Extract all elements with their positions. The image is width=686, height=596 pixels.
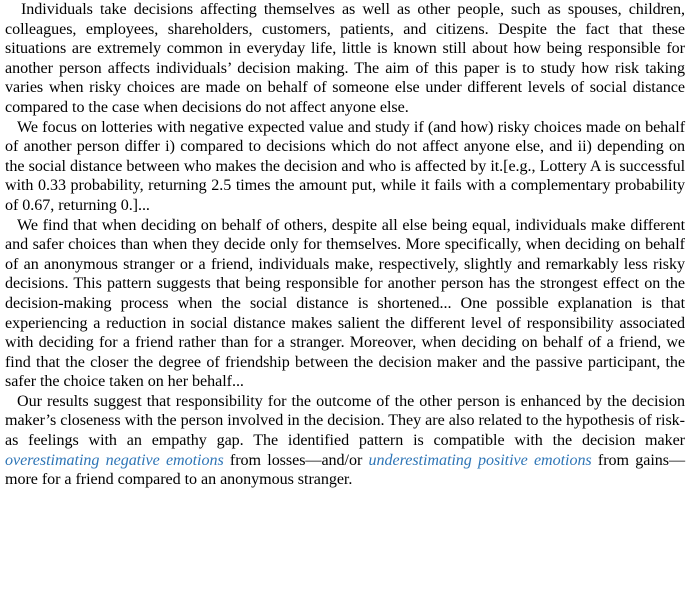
paragraph-conclusion — [5, 392, 685, 490]
conclusion-text-middle: from losses—and/or — [223, 451, 369, 469]
conclusion-text-after: from gains—more for a friend compared to an anonymous stranger. — [5, 451, 686, 489]
paragraph-method: We focus on lotteries with negative expected value and study if (and how) risky choices made on behalf of another person differ i) compared to decisions which do not affect anyone else, and ii) depending on the social distance between who makes the decision and who is affected by it.[e.g., Lottery A is successful with 0.33 probability, returning 2.5 times the amount put, while it fails with a complementary probability of 0.67, returning 0.]... — [5, 118, 685, 214]
conclusion-text-before: Our results suggest that responsibility for the outcome of the other person is enhanced by the decision maker’s closeness with the person involved in the decision. They are also related to the hypothesis of risk-as feelings with an empathy gap. The identified pattern is compatible with the decision maker — [5, 392, 685, 450]
link-underestimating-positive-emotions[interactable]: underestimating positive emotions — [368, 451, 592, 469]
document-body — [5, 0, 685, 490]
paragraph-findings: We find that when deciding on behalf of others, despite all else being equal, individuals make different and safer choices than when they decide only for themselves. More specifically, when deciding on behalf of an anonymous stranger or a friend, individuals make, respectively, slightly and remarkably less risky decisions. This pattern suggests that being responsible for another person has the strongest effect on the decision-making process when the social distance is shortened... One possible explanation is that experiencing a reduction in social distance makes salient the different level of responsibility associated with deciding for a friend rather than for a stranger. Moreover, when deciding on behalf of a friend, we find that the closer the degree of friendship between the decision maker and the passive participant, the safer the choice taken on her behalf... — [5, 216, 685, 391]
paragraph-intro: Individuals take decisions affecting themselves as well as other people, such as spouses, children, colleagues, employees, shareholders, customers, patients, and citizens. Despite the fact that these situations are extremely common in everyday life, little is known still about how being responsible for another person affects individuals’ decision making. The aim of this paper is to study how risk taking varies when risky choices are made on behalf of someone else under different levels of social distance compared to the case when decisions do not affect anyone else. — [5, 1, 685, 116]
link-overestimating-negative-emotions[interactable]: overestimating negative emotions — [5, 451, 224, 469]
